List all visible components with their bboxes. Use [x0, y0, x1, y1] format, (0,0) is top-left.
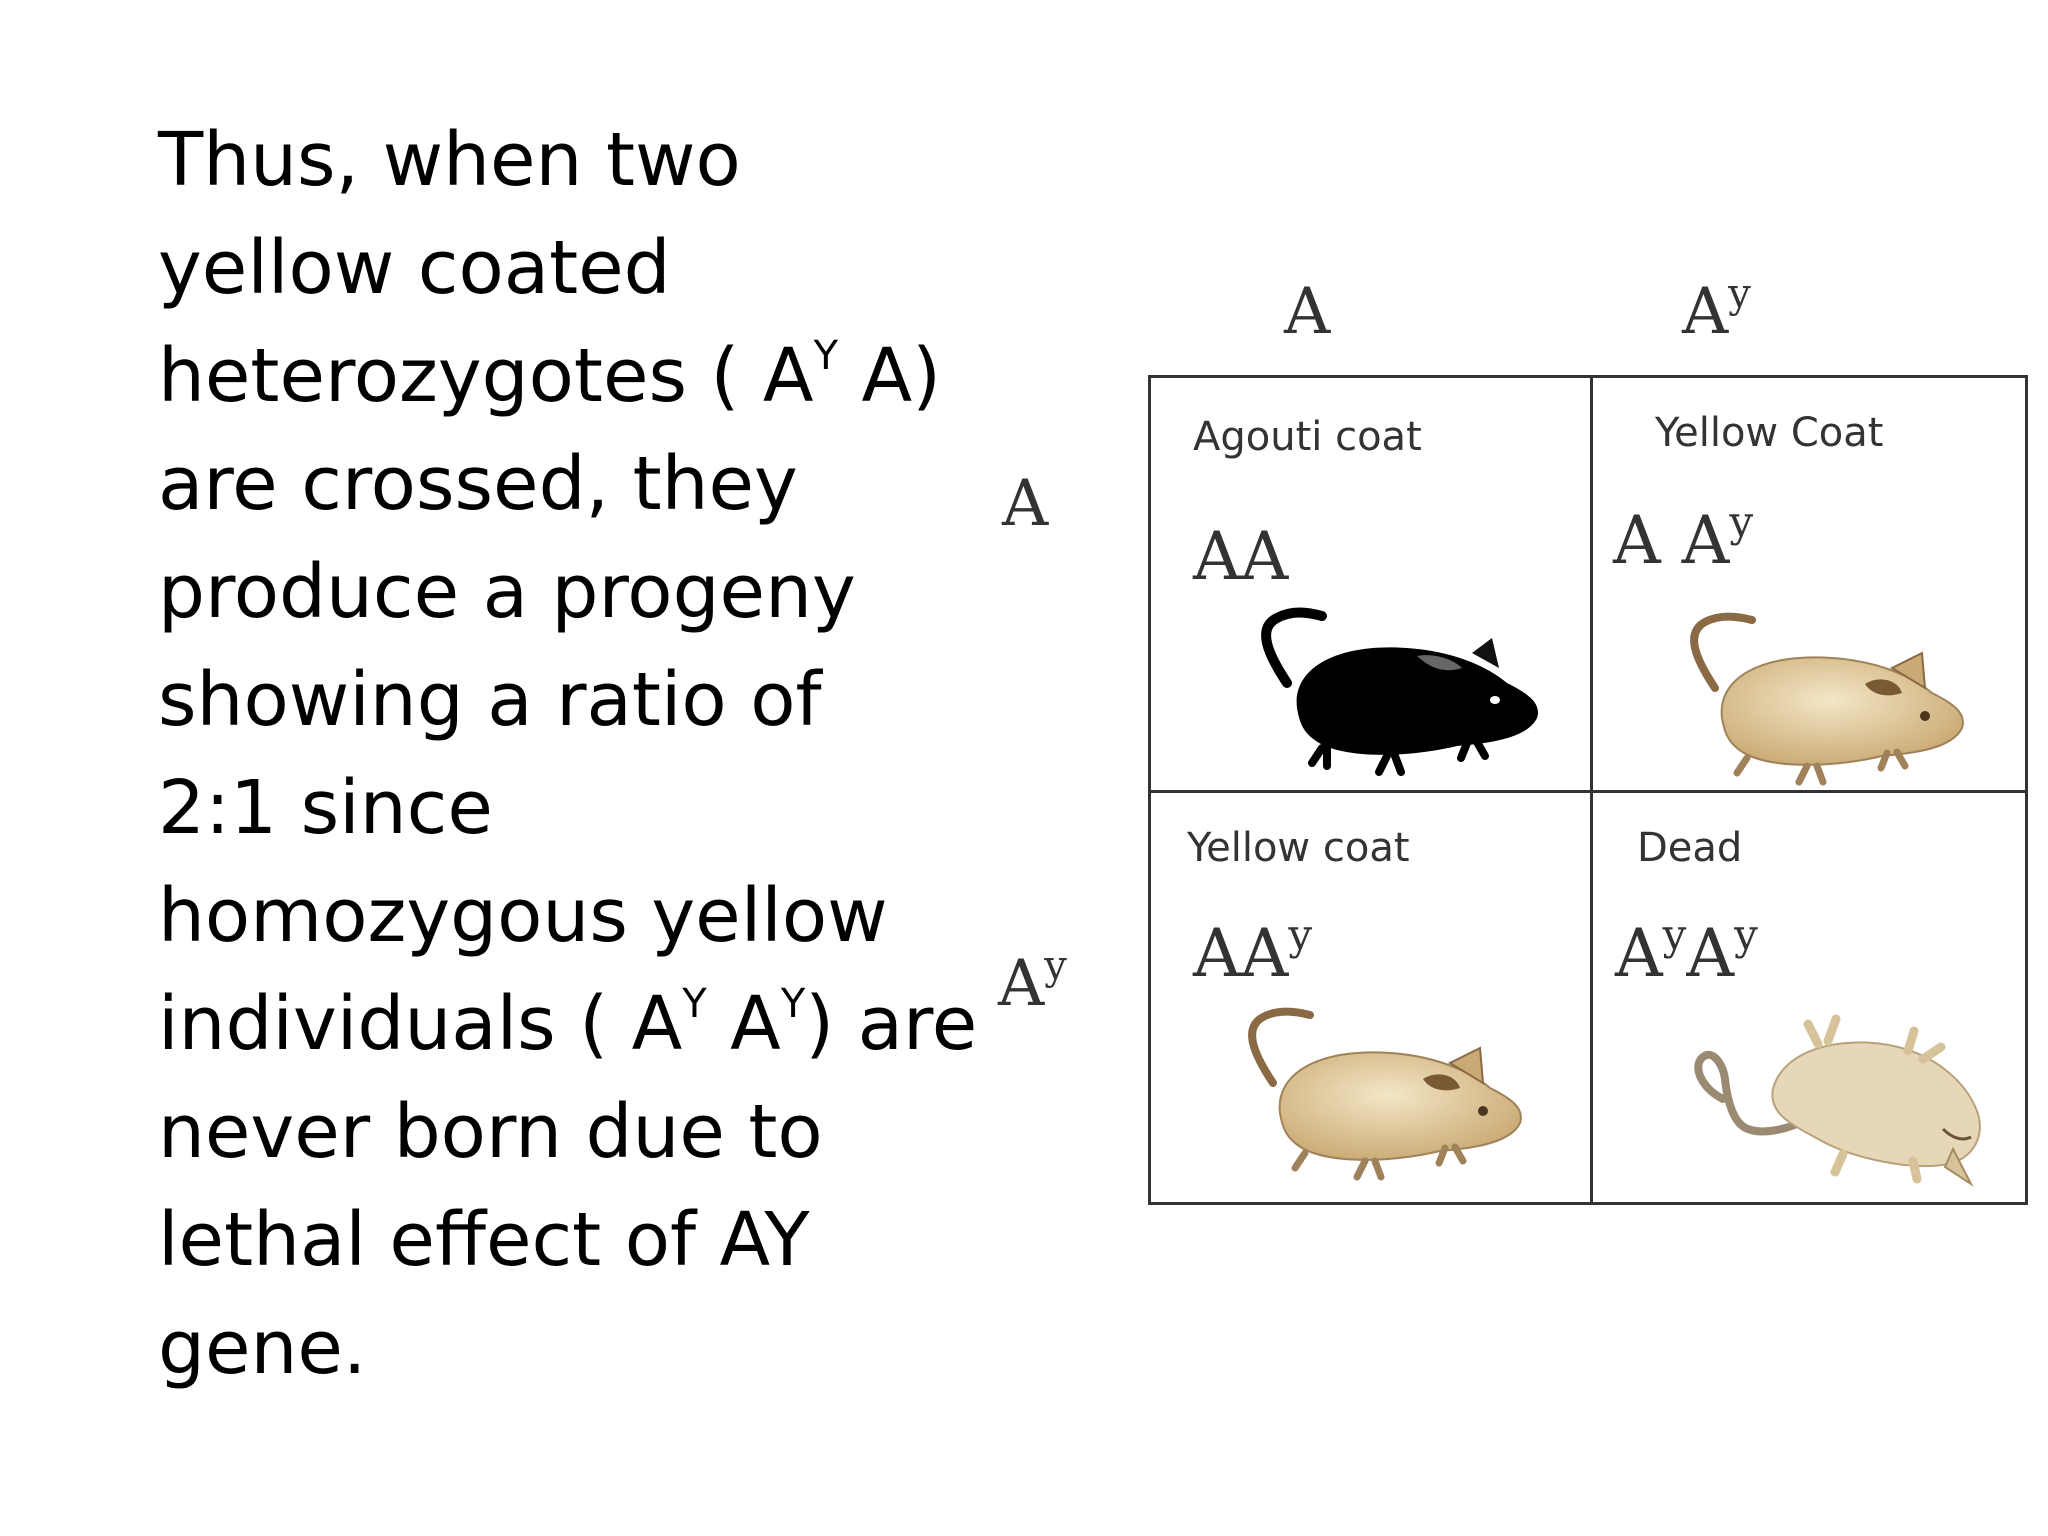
text-line: Thus, when two [158, 117, 741, 203]
phenotype-label: Yellow Coat [1655, 410, 1884, 456]
phenotype-label: Agouti coat [1193, 414, 1422, 460]
column-header-a: A [1284, 275, 1331, 349]
text-line: yellow coated [158, 225, 671, 311]
column-header-ay: $A^y$ [1682, 270, 1751, 349]
text-line: lethal effect of AY [158, 1197, 810, 1283]
phenotype-label: Yellow coat [1187, 825, 1410, 871]
text-line: gene. [158, 1305, 367, 1391]
phenotype-label: Dead [1637, 825, 1743, 871]
black-mouse-icon [1237, 598, 1557, 788]
text-line: produce a progeny [158, 549, 856, 635]
row-header-a: A [1002, 467, 1049, 541]
genotype-label: $AA^y$ [1193, 910, 1313, 992]
text-line: showing a ratio of [158, 657, 822, 743]
yellow-mouse-icon [1215, 993, 1545, 1193]
slide-body-text [158, 106, 978, 1402]
punnett-square [1148, 375, 2028, 1205]
dead-mouse-icon [1653, 989, 2013, 1199]
genotype-label: $A^yA^y$ [1615, 910, 1758, 992]
cell-ay-ay [1593, 793, 2032, 1205]
text-line: individuals ( $A^Y$ $A^Y$) are [158, 981, 978, 1067]
text-line: homozygous yellow [158, 873, 888, 959]
text-line: 2:1 since [158, 765, 493, 851]
genotype-label: AA [1193, 518, 1289, 595]
genotype-label: A $A^y$ [1613, 497, 1754, 579]
row-header-ay: $A^y$ [998, 942, 1067, 1021]
cell-aa [1151, 378, 1590, 790]
text-line: never born due to [158, 1089, 823, 1175]
text-line: are crossed, they [158, 441, 798, 527]
cell-ay-a [1151, 793, 1590, 1205]
yellow-mouse-icon [1657, 598, 1987, 798]
cell-a-ay [1593, 378, 2032, 790]
text-line: heterozygotes ( $A^Y$ A) [158, 333, 942, 419]
